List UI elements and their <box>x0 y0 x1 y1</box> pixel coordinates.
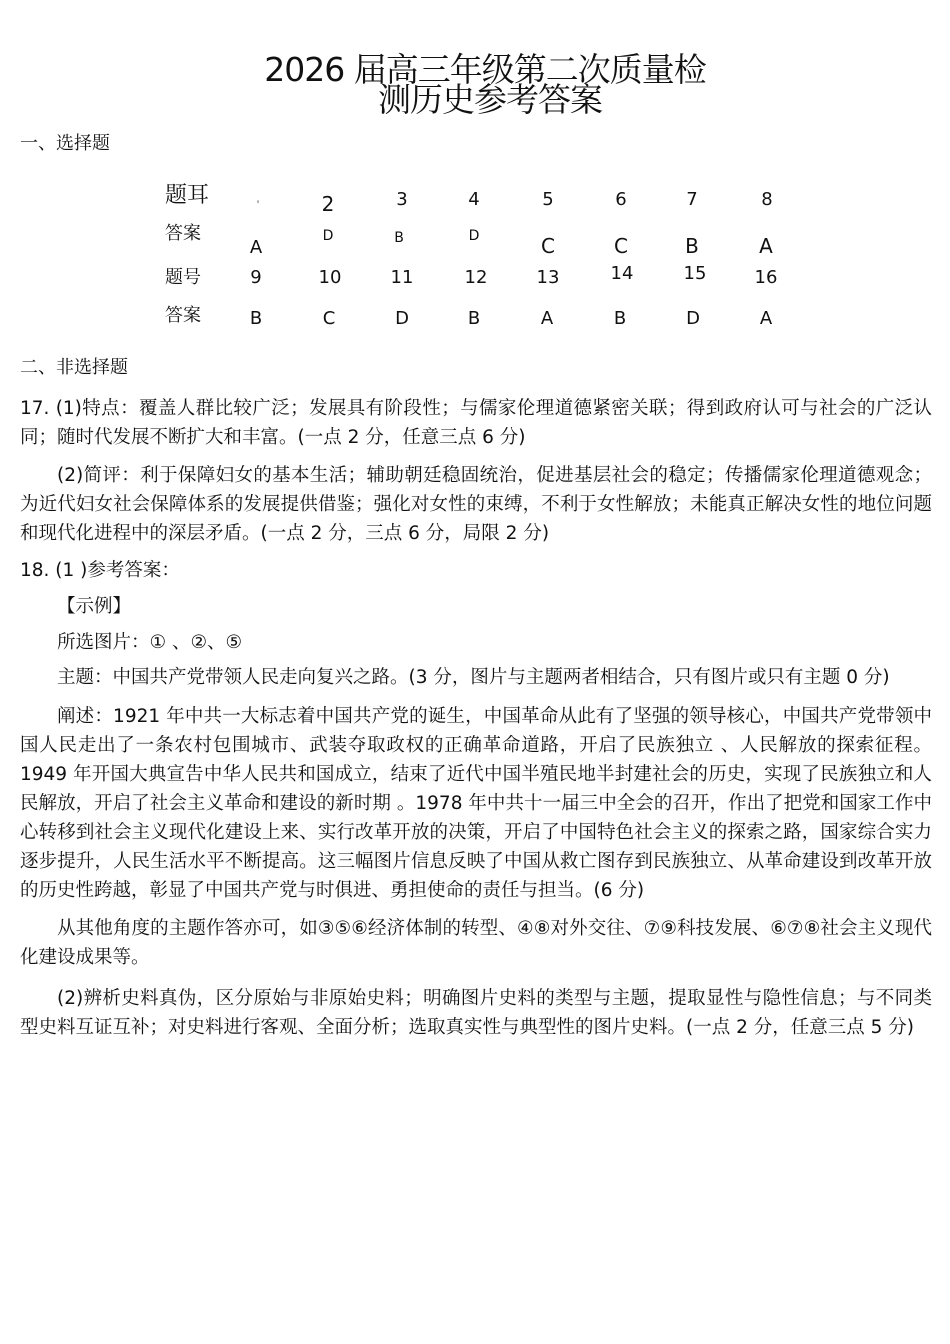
table-cell: A <box>249 237 263 258</box>
answer-17-1: 17. (1)特点：覆盖人群比较广泛；发展具有阶段性；与儒家伦理道德紧密关联；得到政府认可与社会的广泛认同；随时代发展不断扩大和丰富。(一点 2 分，任意三点 6 分) <box>20 398 932 448</box>
table-cell: B <box>467 308 481 329</box>
table-cell: 4 <box>468 189 480 210</box>
row-label: 题号 <box>165 267 201 288</box>
table-cell: 16 <box>754 267 778 288</box>
table-cell: 2 <box>321 192 335 216</box>
table-cell: D <box>395 308 409 329</box>
table-cell: A <box>759 234 773 258</box>
table-cell: 8 <box>761 189 773 210</box>
selected-pictures: 所选图片：① 、②、⑤ <box>57 632 243 653</box>
table-cell: 7 <box>686 189 698 210</box>
table-cell: D <box>468 228 480 244</box>
table-cell: D <box>322 228 334 244</box>
table-cell: C <box>541 234 555 258</box>
row-label: 答案 <box>165 305 201 326</box>
table-cell: 6 <box>615 189 627 210</box>
answer-17-2: (2)简评：利于保障妇女的基本生活；辅助朝廷稳固统治，促进基层社会的稳定；传播儒家伦理道德观念；为近代妇女社会保障体系的发展提供借鉴；强化对女性的束缚，不利于女性解放；未能真正解决女性的地位问题和现代化进程中的深层矛盾。(一点 2 分，三点 6 分，局限 2 分) <box>20 465 932 544</box>
answer-18-other-angles: 从其他角度的主题作答亦可，如③⑤⑥经济体制的转型、④⑧对外交往、⑦⑨科技发展、⑥⑦⑧社会主义现代化建设成果等。 <box>20 918 932 968</box>
table-cell: 10 <box>318 267 342 288</box>
page-title-line1: 2026 届高三年级第二次质量检 <box>264 50 706 89</box>
table-cell: 9 <box>250 267 262 288</box>
table-cell: A <box>540 308 554 329</box>
section-heading-choice: 一、选择题 <box>20 133 110 154</box>
table-cell: C <box>614 234 628 258</box>
section-heading-nonchoice: 二、非选择题 <box>20 357 128 378</box>
example-label: 【示例】 <box>57 596 132 617</box>
answer-table <box>150 180 810 342</box>
answer-18-2: (2)辨析史料真伪，区分原始与非原始史料；明确图片史料的类型与主题，提取显性与隐性信息；与不同类型史料互证互补；对史料进行客观、全面分析；选取真实性与典型性的图片史料。(一点 2 分，任意三点 5 分) <box>20 988 932 1038</box>
page-title-line2: 测历史参考答案 <box>378 80 602 119</box>
table-cell: 14 <box>610 263 634 284</box>
table-cell: B <box>394 230 404 246</box>
answer-18-heading: 18. (1 )参考答案： <box>20 560 180 581</box>
table-cell: ˈ <box>256 200 260 211</box>
answer-table-row <box>150 183 810 226</box>
table-cell: C <box>322 308 336 329</box>
answer-18-theme: 主题：中国共产党带领人民走向复兴之路。(3 分，图片与主题两者相结合，只有图片或只有主题 0 分) <box>57 667 890 688</box>
row-label: 题耳 <box>165 183 210 208</box>
table-cell: 5 <box>542 189 554 210</box>
table-cell: 11 <box>390 267 414 288</box>
answer-18-elaboration: 阐述：1921 年中共一大标志着中国共产党的诞生，中国革命从此有了坚强的领导核心，中国共产党带领中国人民走出了一条农村包围城市、武装夺取政权的正确革命道路，开启了民族独立 、人民解放的探索征程。 1949 年开国大典宣告中华人民共和国成立，结束了近代中国半殖民地半封建社会的历史，实现了民族独立和人民解放，开启了社会主义革命和建设的新时期 。1978 年中共十一届三中全会的召开，作出了把党和国家工作中心转移到社会主义现代化建设上来、实行改革开放的决策，开启了中国特色社会主义的探索之路，国家综合实力逐步提升，人民生活水平不断提高。这三幅图片信息反映了中国从救亡图存到民族独立、从革命建设到改革开放的历史性跨越，彰显了中国共产党与时俱进、勇担使命的责任与担当。(6 分) <box>20 706 932 901</box>
table-cell: B <box>249 308 263 329</box>
table-cell: 15 <box>683 263 707 284</box>
row-label: 答案 <box>165 223 201 244</box>
table-cell: 13 <box>536 267 560 288</box>
table-cell: B <box>613 308 627 329</box>
answer-table-row <box>150 304 810 342</box>
table-cell: B <box>685 234 699 258</box>
table-cell: 3 <box>396 189 408 210</box>
table-cell: A <box>759 308 773 329</box>
answer-table-row <box>150 263 810 304</box>
table-cell: 12 <box>464 267 488 288</box>
table-cell: D <box>686 308 700 329</box>
answer-table-row <box>150 223 810 266</box>
